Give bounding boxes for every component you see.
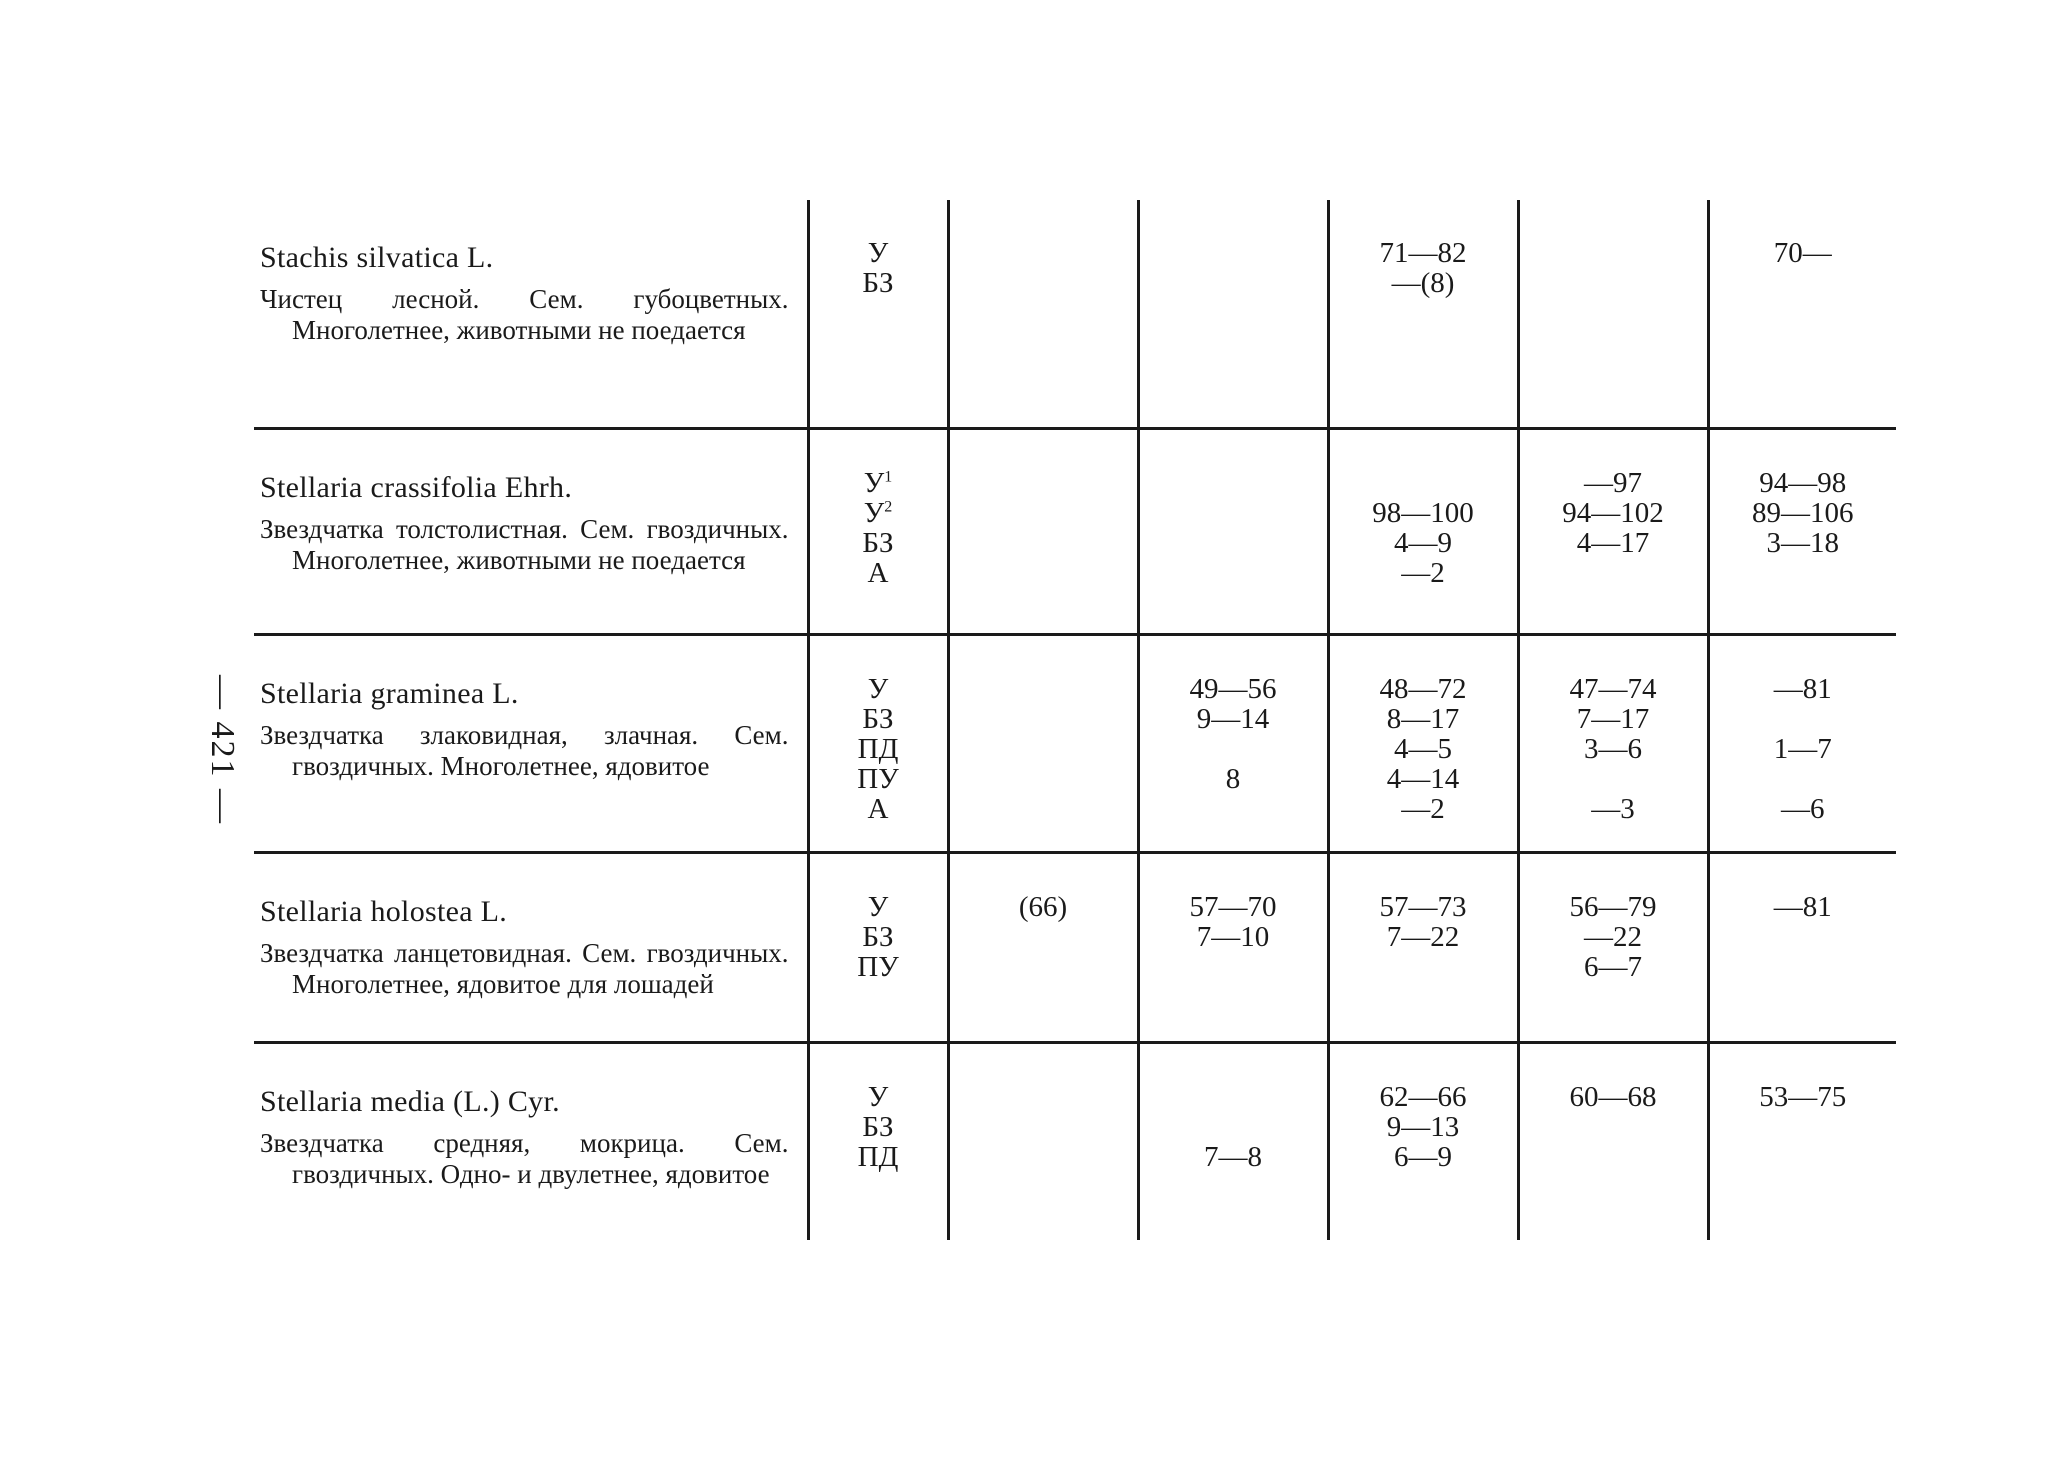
code-cell [808, 634, 948, 852]
value-line: (66) [1018, 890, 1068, 923]
value-line: 4—14 [1386, 762, 1460, 795]
plant-cell [254, 634, 808, 852]
code-cell [808, 428, 948, 634]
value-line [1140, 734, 1327, 764]
value-line: 4—9 [1394, 526, 1452, 559]
plant-cell [254, 852, 808, 1042]
value-line: 7—17 [1576, 702, 1650, 735]
value-line [1520, 764, 1707, 794]
value-line: 94—102 [1562, 496, 1664, 529]
value-line: 1—7 [1773, 732, 1832, 765]
value-line: 7—22 [1386, 920, 1460, 953]
value-line [1330, 468, 1517, 498]
value-line: 6—9 [1394, 1140, 1452, 1173]
value-cell [1138, 1042, 1328, 1240]
code-line: ПД [857, 732, 899, 765]
code-line: У [867, 1080, 889, 1113]
value-cell [1708, 634, 1896, 852]
value-cell [948, 634, 1138, 852]
table-row [254, 200, 1896, 428]
value-line: 53—75 [1759, 1080, 1847, 1113]
code-line: БЗ [862, 267, 894, 299]
plant-data-table [254, 200, 1896, 1240]
value-cell [1708, 1042, 1896, 1240]
value-line: 89—106 [1752, 496, 1854, 529]
plant-cell [254, 428, 808, 634]
value-cell [1328, 1042, 1518, 1240]
value-line: 9—14 [1196, 702, 1270, 735]
table-row [254, 634, 1896, 852]
code-cell [808, 852, 948, 1042]
value-line: 8 [1225, 762, 1241, 795]
table-row [254, 428, 1896, 634]
value-line [1710, 704, 1897, 734]
value-line: 71—82 [1379, 237, 1467, 269]
value-line: 57—73 [1379, 890, 1467, 923]
value-line: 98—100 [1372, 496, 1474, 529]
code-line: У [867, 237, 889, 269]
value-cell [1708, 428, 1896, 634]
latin-name: Stellaria graminea L. [260, 676, 519, 710]
plant-description: Звездчатка толстолистная. Сем. гвоздичных. Многолетнее, животными не поедается [260, 513, 789, 575]
code-superscript: 1 [884, 467, 893, 485]
value-line [1710, 764, 1897, 794]
value-line: 9—13 [1386, 1110, 1460, 1143]
code-superscript: 2 [884, 497, 893, 515]
value-cell [948, 1042, 1138, 1240]
code-line: У [867, 890, 889, 923]
table-row [254, 852, 1896, 1042]
value-line: 60—68 [1569, 1080, 1657, 1113]
value-cell [1328, 634, 1518, 852]
page-number-text: — 421 — [204, 675, 241, 825]
plant-description: Звездчатка средняя, мокрица. Сем. гвоздичных. Одно- и двулетнее, ядовитое [260, 1127, 789, 1189]
value-line: 70— [1773, 237, 1832, 269]
value-cell [948, 200, 1138, 428]
value-line: —81 [1773, 890, 1832, 923]
value-line: —97 [1584, 466, 1642, 499]
value-line: 57—70 [1189, 890, 1277, 923]
value-line: 6—7 [1584, 950, 1642, 983]
value-line: —81 [1773, 672, 1832, 705]
code-line: ПУ [857, 950, 899, 983]
value-line: 56—79 [1569, 890, 1657, 923]
value-cell [1518, 428, 1708, 634]
plant-cell [254, 1042, 808, 1240]
code-line: А [867, 792, 889, 825]
latin-name: Stellaria holostea L. [260, 894, 508, 928]
value-cell [1518, 200, 1708, 428]
value-line: 8—17 [1386, 702, 1460, 735]
plant-description: Чистец лесной. Сем. губоцветных. Многолетнее, животными не поедается [260, 284, 789, 345]
value-line [1140, 1082, 1327, 1112]
value-cell [1328, 428, 1518, 634]
value-line: —2 [1401, 556, 1445, 589]
value-line: —3 [1591, 792, 1635, 825]
value-line: 48—72 [1379, 672, 1467, 705]
value-cell [948, 852, 1138, 1042]
code-line [810, 498, 947, 528]
code-cell [808, 200, 948, 428]
code-line: БЗ [862, 526, 894, 559]
value-line: —2 [1401, 792, 1445, 825]
latin-name: Stellaria media (L.) Cyr. [260, 1084, 560, 1118]
code-cell [808, 1042, 948, 1240]
value-cell [1138, 200, 1328, 428]
value-line: —(8) [1391, 267, 1455, 299]
code-line: ПУ [857, 762, 899, 795]
value-cell [1518, 1042, 1708, 1240]
value-cell [1708, 200, 1896, 428]
value-line: 4—5 [1394, 732, 1452, 765]
page-number [192, 675, 252, 825]
value-cell [1328, 852, 1518, 1042]
table-body [254, 200, 1896, 1240]
value-cell [1328, 200, 1518, 428]
value-line: 62—66 [1379, 1080, 1467, 1113]
plant-description: Звездчатка злаковидная, злачная. Сем. гвоздичных. Многолетнее, ядовитое [260, 719, 789, 781]
value-line: 7—8 [1204, 1140, 1262, 1173]
value-line: 47—74 [1569, 672, 1657, 705]
value-line: 49—56 [1189, 672, 1277, 705]
code-line: БЗ [862, 1110, 894, 1143]
value-cell [1138, 428, 1328, 634]
value-cell [1708, 852, 1896, 1042]
table-row [254, 1042, 1896, 1240]
value-line: —22 [1584, 920, 1642, 953]
value-cell [1138, 634, 1328, 852]
plant-cell [254, 200, 808, 428]
plant-description: Звездчатка ланцетовидная. Сем. гвоздичных. Многолетнее, ядовитое для лошадей [260, 937, 789, 999]
code-line [810, 468, 947, 498]
value-line: 3—18 [1766, 526, 1839, 559]
value-cell [948, 428, 1138, 634]
code-line: ПД [857, 1140, 899, 1173]
value-line: —6 [1781, 792, 1825, 825]
latin-name: Stellaria crassifolia Ehrh. [260, 470, 573, 504]
code-line: У [867, 672, 889, 705]
code-line: БЗ [862, 920, 894, 953]
value-line [1140, 794, 1327, 824]
value-line: 4—17 [1576, 526, 1650, 559]
value-line: 7—10 [1196, 920, 1270, 953]
value-cell [1518, 852, 1708, 1042]
value-cell [1138, 852, 1328, 1042]
value-line: 3—6 [1584, 732, 1642, 765]
latin-name: Stachis silvatica L. [260, 241, 494, 274]
value-line [1140, 1112, 1327, 1142]
code-text: У [863, 496, 885, 529]
code-line: А [867, 556, 889, 589]
value-cell [1518, 634, 1708, 852]
code-text: У [863, 466, 885, 499]
value-line: 94—98 [1759, 466, 1847, 499]
code-line: БЗ [862, 702, 894, 735]
